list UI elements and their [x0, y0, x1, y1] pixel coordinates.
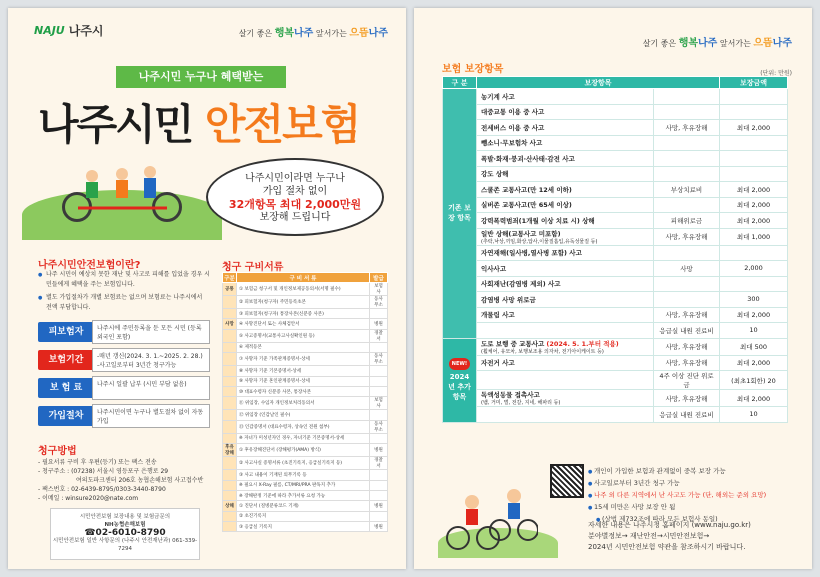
slogan-w3: 으뜸 [753, 38, 773, 49]
coverage-item [477, 355, 654, 371]
cov-header: 보장항목 [477, 77, 720, 89]
docs-row [223, 296, 388, 309]
coverage-row [443, 371, 788, 390]
group-new-2024 [443, 338, 477, 422]
docs-issuer [370, 366, 388, 376]
coverage-amount: 최대 2,000 [720, 120, 788, 136]
coverage-item [477, 89, 654, 105]
unit-label: (단위: 만원) [760, 70, 792, 77]
coverage-amount [720, 276, 788, 292]
coverage-item-name: 독액성동물 접촉사고 [481, 391, 540, 399]
docs-issuer [370, 490, 388, 500]
coverage-condition: 사망, 후유장해 [654, 307, 720, 323]
docs-issuer [370, 511, 388, 521]
note-item: ● 15세 미만은 사망 보장 안 됨 [588, 502, 802, 514]
docs-item: ※ 필요시 X-Ray 필름, CT/MRI/PRA 판독지 추가 [237, 480, 370, 490]
slogan-w1: 행복 [678, 38, 699, 49]
docs-category: 상해 [223, 501, 237, 511]
coverage-condition [654, 245, 720, 261]
coverage-row [443, 390, 788, 407]
coverage-amount: 10 [720, 323, 788, 339]
docs-category: 공통 [223, 283, 237, 296]
coverage-amount: (최초1회한) 20 [720, 371, 788, 390]
slogan-w2: 나주 [294, 28, 314, 39]
docs-category [223, 296, 237, 309]
method-line-email[interactable]: - 이메일 : winsure2020@nate.com [38, 495, 139, 502]
coverage-amount [720, 245, 788, 261]
coverage-condition: 사망, 후유장해 [654, 120, 720, 136]
info-text: 나주시민이면 누구나 별도절차 없이 자동가입 [92, 404, 210, 428]
coverage-condition [654, 151, 720, 167]
slogan-mid: 앞서가는 [313, 29, 350, 38]
info-label: 보험기간 [38, 350, 94, 370]
slogan-mid: 앞서가는 [717, 39, 754, 48]
info-text: -매년 갱신(2024. 3. 1.~2025. 2. 28.) -사고일로부터 3년간 청구가능 [92, 348, 210, 372]
method-list [38, 458, 210, 503]
coverage-item-name: 익사사고 [481, 264, 507, 273]
coverage-row [443, 276, 788, 292]
docs-item: ① 진단서 (질병분류코드 기재) [237, 501, 370, 511]
coverage-amount: 최대 2,000 [720, 355, 788, 371]
docs-issuer: 경찰서 [370, 457, 388, 470]
coverage-item [477, 323, 654, 339]
docs-row [223, 309, 388, 319]
benefit-ribbon: 나주시민 누구나 혜택받는 [116, 66, 286, 88]
docs-category [223, 490, 237, 500]
coverage-amount [720, 89, 788, 105]
docs-category [223, 366, 237, 376]
coverage-row [443, 104, 788, 120]
coverage-amount: 최대 2,000 [720, 307, 788, 323]
slogan-pre: 살기 좋은 [238, 29, 275, 38]
coverage-row [443, 261, 788, 277]
cov-header: 보장금액 [720, 77, 788, 89]
docs-row [223, 444, 388, 457]
docs-row [223, 397, 388, 410]
coverage-condition: 응급실 내원 진료비 [654, 323, 720, 339]
coverage-condition: 피해위로금 [654, 213, 720, 229]
coverage-item-name: 일반 상해(교통사고 미포함) [481, 229, 561, 238]
coverage-item-name: 개물림 사고 [481, 311, 515, 320]
docs-category [223, 457, 237, 470]
coverage-amount [720, 151, 788, 167]
speech-bubble [206, 158, 384, 236]
coverage-row [443, 338, 788, 355]
docs-row [223, 511, 388, 521]
docs-item: ② 피보험자(청구자) 주민등록초본 [237, 296, 370, 309]
title-part2: 안전보험 [204, 100, 360, 149]
contact-box [50, 508, 200, 560]
coverage-condition: 사망, 후유장해 [654, 355, 720, 371]
docs-item: ④ 사망진단서 또는 사체검안서 [237, 319, 370, 329]
coverage-condition: 4주 이상 진단 위로금 [654, 371, 720, 390]
docs-row [223, 366, 388, 376]
docs-row [223, 376, 388, 386]
info-label: 피보험자 [38, 322, 94, 342]
docs-category [223, 420, 237, 433]
docs-issuer [370, 410, 388, 420]
docs-item: ② 초진기록지 [237, 511, 370, 521]
coverage-item [477, 261, 654, 277]
coverage-amount: 최대 2,000 [720, 197, 788, 213]
docs-issuer [370, 376, 388, 386]
docs-item: ③ 응급실 기록지 [237, 522, 370, 532]
docs-issuer: 보험사 [370, 283, 388, 296]
docs-issuer: 병원 [370, 501, 388, 511]
coverage-row [443, 355, 788, 371]
docs-issuer: 경찰서 [370, 329, 388, 342]
docs-issuer [370, 342, 388, 352]
coverage-amount: 2,000 [720, 261, 788, 277]
bubble-line1: 나주시민이라면 누구나 [245, 173, 345, 184]
coverage-amount: 최대 1,000 [720, 228, 788, 245]
coverage-condition [654, 292, 720, 308]
docs-item: ① 보험금 청구서 및 개인정보제공동의서(서명 필수) [237, 283, 370, 296]
docs-row [223, 410, 388, 420]
docs-row [223, 420, 388, 433]
docs-item: ② 사고사실 증명서류 (초진기록지, 응급실기록지 등) [237, 457, 370, 470]
coverage-row [443, 213, 788, 229]
coverage-condition [654, 89, 720, 105]
naju-logo [34, 22, 104, 39]
main-title [38, 92, 359, 152]
coverage-item [477, 120, 654, 136]
docs-header: 발급 [370, 273, 388, 283]
logo-name: 나주시 [68, 24, 104, 38]
docs-item: ① 후유장해진단서 (장해평가(AMA) 방식) [237, 444, 370, 457]
docs-item: ⑬ 인감증명서 (대표수령자, 상속인 전원 첨부) [237, 420, 370, 433]
coverage-amount [720, 104, 788, 120]
coverage-item-sub: (뱀, 거미, 벌, 전갈, 지네, 해파리 등) [481, 400, 561, 406]
docs-row [223, 522, 388, 532]
docs-category [223, 410, 237, 420]
method-line: - 청구주소 : (07238) 서울시 영등포구 은행로 29 [38, 468, 169, 475]
coverage-condition: 응급실 내원 진료비 [654, 407, 720, 423]
docs-issuer [370, 480, 388, 490]
slogan-pre: 살기 좋은 [642, 39, 679, 48]
info-row-insured [38, 320, 210, 344]
coverage-item [477, 307, 654, 323]
docs-issuer: 병원 [370, 319, 388, 329]
slogan-w4: 나주 [368, 28, 388, 39]
info-label: 보 험 료 [38, 378, 94, 398]
coverage-item-name: 전세버스 이용 중 사고 [481, 123, 545, 132]
bubble-line4: 보장해 드립니다 [259, 212, 331, 223]
coverage-item [477, 407, 654, 423]
info-row-premium [38, 376, 210, 400]
docs-row [223, 490, 388, 500]
docs-row [223, 433, 388, 443]
coverage-item [477, 182, 654, 198]
kids-cycling-icon [438, 470, 538, 558]
docs-row [223, 342, 388, 352]
docs-issuer [370, 470, 388, 480]
coverage-condition: 사망 [654, 261, 720, 277]
coverage-row [443, 166, 788, 182]
docs-category [223, 511, 237, 521]
coverage-item [477, 245, 654, 261]
logo-mark: NAJU [34, 24, 65, 37]
docs-item: ⑧ 사망자 기준 기본증명서-상세 [237, 366, 370, 376]
contact-company: NH농협손해보험 [104, 522, 146, 528]
coverage-item [477, 104, 654, 120]
coverage-item [477, 371, 654, 390]
coverage-item-name: 뺑소니·무보험차 사고 [481, 139, 543, 148]
coverage-row [443, 197, 788, 213]
group-new-label: 2024년 추가 항목 [448, 373, 471, 401]
about-bullet: ● 나주 시민이 예상치 못한 재난 및 사고로 피해를 입었을 경우 시민들에게 혜택을 주는 보험입니다. [38, 270, 210, 290]
info-label: 가입절차 [38, 406, 94, 426]
docs-header: 구분 [223, 273, 237, 283]
docs-category [223, 480, 237, 490]
coverage-condition [654, 135, 720, 151]
left-page [8, 8, 406, 569]
coverage-item-name: 스쿨존 교통사고(만 12세 이하) [481, 185, 572, 194]
docs-issuer: 동사무소 [370, 296, 388, 309]
docs-row [223, 501, 388, 511]
contact-line1: 시민안전보험 보장내용 및 보험금문의 [79, 514, 171, 520]
note-item-sub: ● (상법 제732조에 따라 모든 보험사 동일) [588, 514, 802, 526]
coverage-amount: 최대 500 [720, 338, 788, 355]
contact-phone[interactable]: ☎02-6010-8790 [84, 528, 166, 538]
method-line: - 필요서류 구비 후 우편(등기) 또는 팩스 전송 [38, 459, 157, 466]
coverage-item [477, 292, 654, 308]
docs-category [223, 397, 237, 410]
docs-item: ⑥ 제적등본 [237, 342, 370, 352]
footer-text [588, 520, 800, 553]
info-row-enroll [38, 404, 210, 428]
coverage-item [477, 151, 654, 167]
coverage-condition: 부상치료비 [654, 182, 720, 198]
slogan-w1: 행복 [274, 28, 295, 39]
coverage-amount [720, 166, 788, 182]
bubble-line2: 가입 절차 없이 [262, 186, 328, 197]
docs-row [223, 386, 388, 396]
docs-item: ⑩ 대표수령자 신분증 사본, 통장사본 [237, 386, 370, 396]
docs-item: ⑤ 사고증명서(교통사고사실확인원 등) [237, 329, 370, 342]
coverage-condition [654, 104, 720, 120]
coverage-item-date: (2024. 5. 1.부터 적용) [546, 339, 619, 348]
docs-category [223, 433, 237, 443]
docs-row [223, 353, 388, 366]
info-text: 나주시에 주민등록을 둔 모든 시민 (등록 외국인 포함) [92, 320, 210, 344]
info-row-period [38, 348, 210, 372]
coverage-item-sub: (휠체어, 유모차, 보행보조용 의자차, 전기아이케이트 등) [481, 348, 604, 355]
coverage-item [477, 338, 654, 355]
coverage-amount [720, 135, 788, 151]
docs-category [223, 386, 237, 396]
coverage-item-name: 폭발·화재·붕괴·산사태·감전 사고 [481, 154, 575, 163]
docs-issuer [370, 309, 388, 319]
riders-icon [22, 148, 222, 240]
coverage-item-name: 실버존 교통사고(만 65세 이상) [481, 201, 572, 210]
coverage-item-name: 강도 상해 [481, 170, 509, 179]
docs-row [223, 470, 388, 480]
coverage-row [443, 323, 788, 339]
docs-issuer: 보험사 [370, 397, 388, 410]
note-item: ● 사고일로부터 3년간 청구 가능 [588, 478, 802, 490]
docs-issuer [370, 433, 388, 443]
coverage-row [443, 135, 788, 151]
coverage-item-name: 자연재해(일사병,열사병 포함) 사고 [481, 249, 582, 258]
coverage-item-name: 도로 보행 중 교통사고 [481, 339, 545, 348]
coverage-row [443, 151, 788, 167]
coverage-item [477, 197, 654, 213]
coverage-condition: 사망, 후유장해 [654, 228, 720, 245]
tandem-bike-illustration [22, 148, 222, 240]
coverage-item [477, 276, 654, 292]
right-page [414, 8, 812, 569]
qr-code-icon[interactable] [550, 464, 584, 498]
note-item: ● 나주 외 다른 지역에서 난 사고도 가능 (단, 해외는 준외 요망) [588, 490, 802, 502]
coverage-item [477, 213, 654, 229]
group-existing: 기존 보장 항목 [443, 89, 477, 339]
docs-row [223, 283, 388, 296]
coverage-item [477, 390, 654, 407]
coverage-row [443, 89, 788, 105]
docs-issuer: 동사무소 [370, 353, 388, 366]
coverage-item-name: 사회재난(감염병 제외) 사고 [481, 280, 561, 289]
coverage-condition: 사망, 후유장해 [654, 338, 720, 355]
docs-heading: 청구 구비서류 [222, 262, 284, 273]
coverage-item [477, 228, 654, 245]
docs-item: ③ 피보험자(청구자) 통장사본(신분증 사본) [237, 309, 370, 319]
docs-category [223, 353, 237, 366]
new-badge: NEW! [449, 358, 470, 370]
docs-issuer [370, 386, 388, 396]
coverage-row [443, 292, 788, 308]
coverage-amount: 최대 2,000 [720, 213, 788, 229]
coverage-title: 보험 보장항목 [442, 64, 504, 75]
about-list [38, 270, 210, 316]
bubble-highlight: 32개항목 최대 2,000만원 [228, 198, 362, 211]
coverage-item-sub: (추락,낙상,끼임,화상,압사,이물질흡입,유독성물질 등) [481, 238, 598, 245]
docs-table [222, 272, 388, 532]
about-heading: 나주시민안전보험이란? [38, 260, 141, 271]
info-text: 나주시 일괄 납부 (시민 부담 없음) [92, 376, 210, 400]
docs-row [223, 319, 388, 329]
slogan [239, 24, 388, 39]
coverage-row [443, 228, 788, 245]
coverage-amount: 300 [720, 292, 788, 308]
docs-issuer: 병원 [370, 522, 388, 532]
docs-row [223, 480, 388, 490]
docs-category: 후유장해 [223, 444, 237, 457]
about-bullet: ● 별도 가입절차가 개별 보험료는 없으며 보험료는 나주시에서 전액 부담합니다. [38, 293, 210, 313]
footer-line1[interactable]: 자세한 내용은 나주시청 홈페이지 (www.naju.go.kr) [588, 521, 751, 529]
footer-line3: 2024년 시민안전보험 약관을 참조하시기 바랍니다. [588, 543, 746, 551]
coverage-table [442, 76, 788, 423]
title-part1: 나주시민 [38, 100, 205, 149]
docs-item: ※ 장해판정 기준에 따라 추가서류 요청 가능 [237, 490, 370, 500]
footer-line2: 분야별정보→ 재난안전→시민안전보험→ [588, 532, 710, 540]
coverage-item-name: 농기계 사고 [481, 92, 515, 101]
method-line: 여의도파크센터 206호 농협손해보험 사고접수반 [76, 477, 204, 484]
docs-item: ⑦ 사망자 기준 가족관계증명서-상세 [237, 353, 370, 366]
contact-line3: 시민안전보험 일반 사항문의 (나주시 안전재난과) 061-339-7294 [52, 538, 198, 552]
method-line[interactable]: - 팩스번호 : 02-6439-8795/0303-3440-8790 [38, 486, 166, 493]
coverage-item-name: 대중교통 이용 중 사고 [481, 108, 545, 117]
kids-bike-illustration [438, 470, 538, 558]
slogan-w2: 나주 [698, 38, 718, 49]
docs-category: 사망 [223, 319, 237, 329]
method-heading: 청구방법 [38, 446, 77, 457]
coverage-item [477, 166, 654, 182]
coverage-item [477, 135, 654, 151]
docs-category [223, 329, 237, 342]
slogan-w3: 으뜸 [349, 28, 369, 39]
docs-category [223, 309, 237, 319]
coverage-row [443, 182, 788, 198]
docs-category [223, 376, 237, 386]
note-item: ● 개인이 가입한 보험과 관계없이 중복 보장 가능 [588, 466, 802, 478]
slogan [643, 34, 792, 49]
notes-list [588, 466, 802, 526]
coverage-row [443, 407, 788, 423]
coverage-item-name: 자전거 사고 [481, 359, 515, 368]
coverage-amount: 최대 2,000 [720, 182, 788, 198]
docs-category [223, 522, 237, 532]
docs-issuer: 병원 [370, 444, 388, 457]
coverage-condition: 사망, 후유장해 [654, 390, 720, 407]
coverage-condition [654, 276, 720, 292]
coverage-condition [654, 197, 720, 213]
docs-item: ③ 사고 내용이 기재된 의무기록 등 [237, 470, 370, 480]
docs-issuer: 동사무소 [370, 420, 388, 433]
docs-item: ⑫ 위임장 (인감날인 필수) [237, 410, 370, 420]
cov-header: 구 분 [443, 77, 477, 89]
coverage-row [443, 120, 788, 136]
docs-item: ⑪ 위임장, 수임자 개인정보처리동의서 [237, 397, 370, 410]
coverage-amount: 10 [720, 407, 788, 423]
slogan-w4: 나주 [772, 38, 792, 49]
docs-item: ※ 자녀가 미성년자인 경우, 자녀기준 기본증명서-상세 [237, 433, 370, 443]
coverage-item-name: 감염병 사망 위로금 [481, 295, 536, 304]
docs-row [223, 457, 388, 470]
docs-row [223, 329, 388, 342]
docs-item: ⑨ 사망자 기준 혼인관계증명서-상세 [237, 376, 370, 386]
coverage-condition [654, 166, 720, 182]
coverage-item-name: 강력폭력범죄(1개월 이상 치료 시) 상해 [481, 216, 595, 225]
coverage-row [443, 307, 788, 323]
docs-category [223, 342, 237, 352]
docs-category [223, 470, 237, 480]
coverage-amount: 최대 2,000 [720, 390, 788, 407]
coverage-row [443, 245, 788, 261]
docs-header: 구 비 서 류 [237, 273, 370, 283]
